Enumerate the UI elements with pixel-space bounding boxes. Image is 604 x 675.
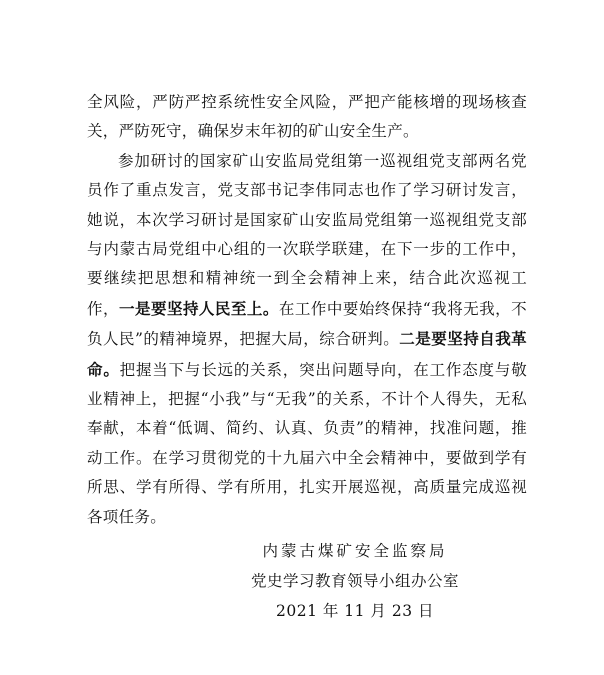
point-one-text: 在工作中要始终保持“我将无我，不负人民”的精神境界，把握大局，综合研判。 bbox=[87, 299, 527, 349]
paragraph-1-text: 全风险，严防严控系统性安全风险，严把产能核增的现场核查关，严防死守，确保岁末年初的矿山安全生产。 bbox=[87, 93, 527, 141]
paragraph-2-text-intro: 参加研讨的国家矿山安监局党组第一巡视组党支部两名党员作了重点发言，党支部书记李伟同志也作了学习研讨发言，她说，本次学习研讨是国家矿山安监局党组第一巡视组党支部与内蒙古局党组中心组的一次联学联建，在下一步的工作中，要继续把思想和精神统一到全会精神上来，结合此次巡视工作， bbox=[87, 151, 527, 318]
signature-block bbox=[230, 536, 480, 626]
signature-office: 党史学习教育领导小组办公室 bbox=[250, 572, 459, 590]
document-body bbox=[87, 88, 527, 532]
paragraph-1 bbox=[87, 88, 527, 147]
point-one-heading: 一是要坚持人民至上。 bbox=[118, 298, 279, 318]
point-two-text: 把握当下与长远的关系，突出问题导向，在工作态度与敬业精神上，把握“小我”与“无我”的关系，不计个人得失，无私奉献，本着“低调、简约、认真、负责”的精神，找准问题，推动工作。在学习贯彻党的十九届六中全会精神中，要做到学有所思、学有所得、学有所用，扎实开展巡视，高质量完成巡视各项任务。 bbox=[87, 360, 527, 526]
point-two-heading: 二是要坚持自我革命。 bbox=[87, 329, 527, 379]
paragraph-2 bbox=[87, 147, 527, 532]
signature-date: 2021 年 11 月 23 日 bbox=[275, 602, 435, 620]
signature-organization: 内蒙古煤矿安全监察局 bbox=[262, 542, 448, 560]
